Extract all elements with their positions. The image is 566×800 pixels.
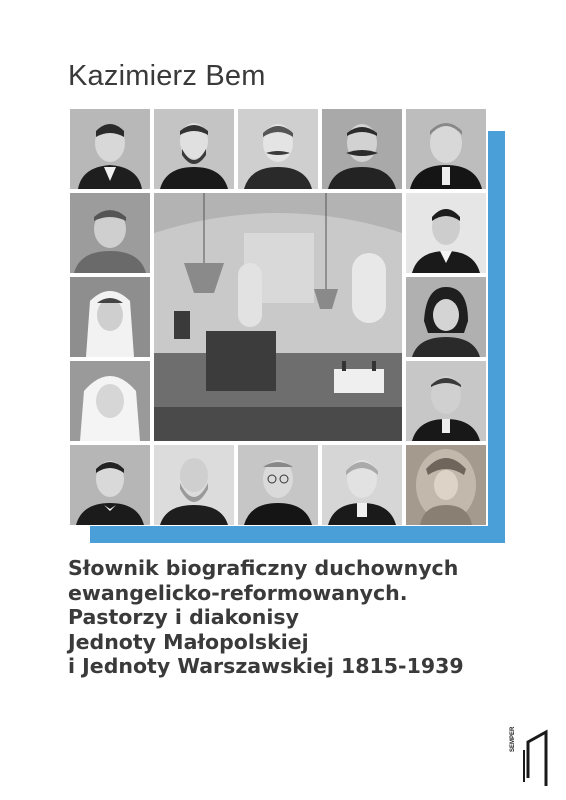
portrait-photo <box>154 109 234 189</box>
book-title <box>68 556 508 679</box>
portrait-photo <box>70 109 150 189</box>
publisher-name: SEMPER <box>510 726 516 752</box>
author-name: Kazimierz Bem <box>68 60 266 92</box>
church-interior-photo <box>154 193 402 441</box>
portrait-photo <box>406 445 486 525</box>
portrait-collage <box>68 107 488 526</box>
title-line: Pastorzy i diakonisy <box>68 605 299 629</box>
title-line: Słownik biograficzny duchownych <box>68 556 459 580</box>
portrait-photo <box>70 277 150 357</box>
portrait-photo <box>70 361 150 441</box>
portrait-photo <box>406 361 486 441</box>
portrait-photo <box>238 109 318 189</box>
portrait-photo <box>154 445 234 525</box>
portrait-photo <box>406 109 486 189</box>
title-line: i Jednoty Warszawskiej 1815-1939 <box>68 654 464 678</box>
portrait-photo <box>238 445 318 525</box>
portrait-photo <box>70 445 150 525</box>
publisher-logo-icon <box>518 728 558 786</box>
portrait-photo <box>322 109 402 189</box>
portrait-photo <box>322 445 402 525</box>
portrait-photo <box>70 193 150 273</box>
portrait-photo <box>406 193 486 273</box>
title-line: Jednoty Małopolskiej <box>68 629 309 654</box>
title-line: ewangelicko-reformowanych. <box>68 580 408 605</box>
portrait-photo <box>406 277 486 357</box>
